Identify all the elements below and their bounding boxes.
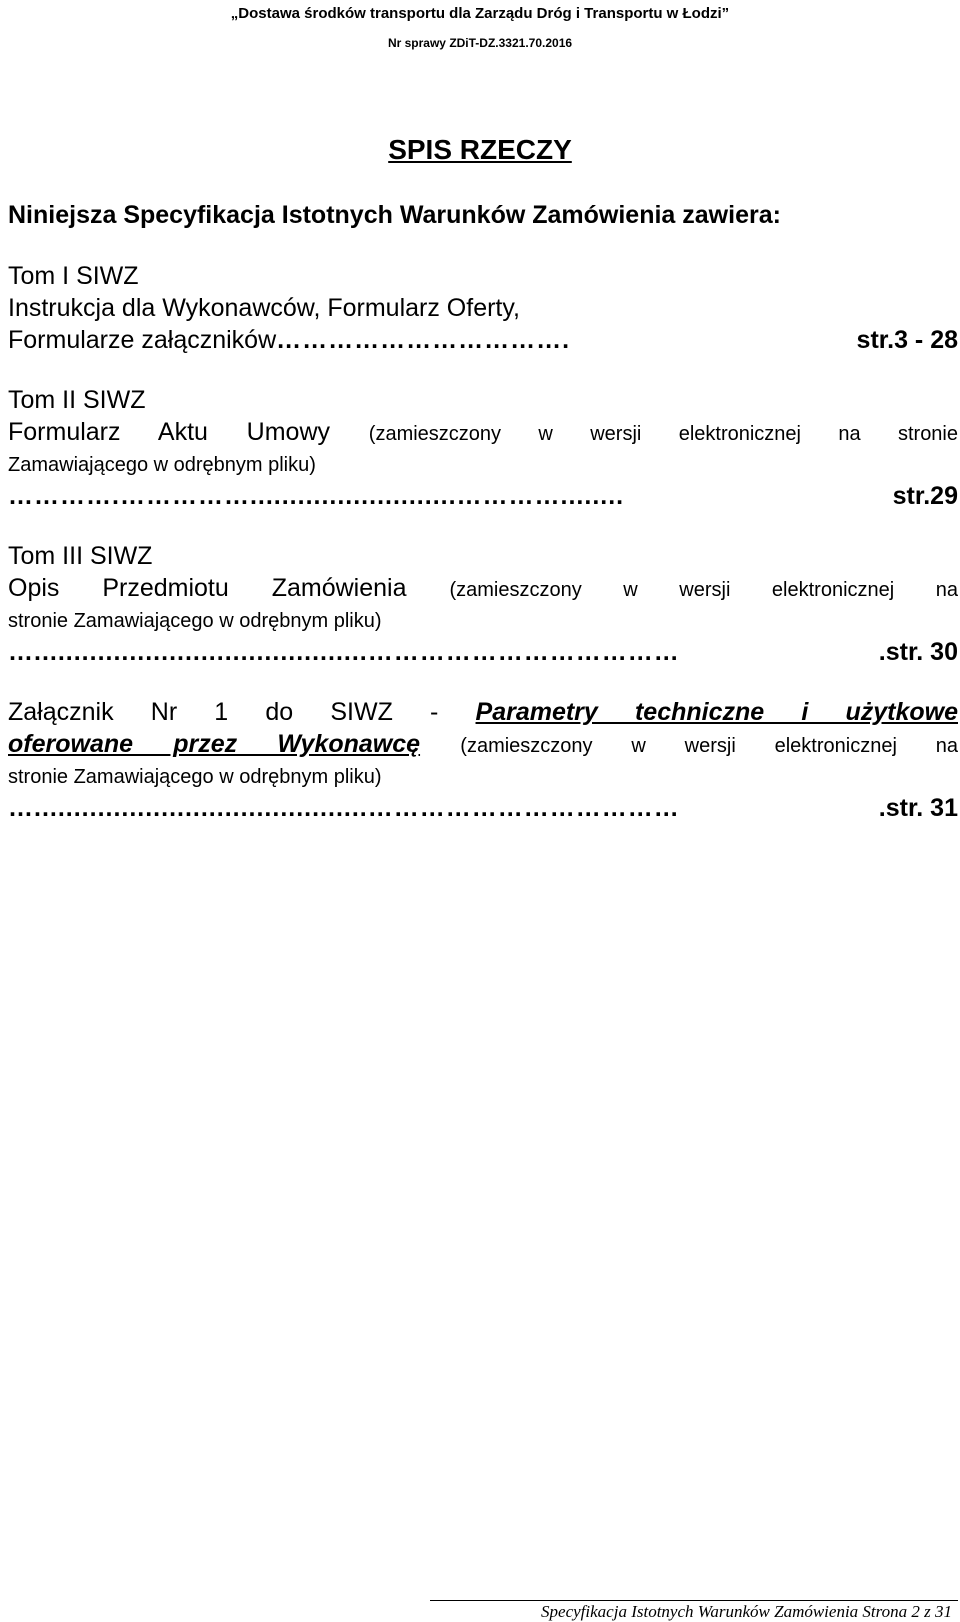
- header-case-number: Nr sprawy ZDiT-DZ.3321.70.2016: [387, 36, 573, 50]
- tom3-note-part1: (zamieszczony w wersji elektronicznej na: [449, 579, 959, 601]
- tom2-line1: [8, 416, 958, 450]
- zal1-leader: [8, 792, 958, 824]
- footer-rule: [430, 1600, 958, 1601]
- toc-intro: Niniejsza Specyfikacja Istotnych Warunków Zamówienia zawiera:: [8, 201, 781, 229]
- toc-content: [8, 198, 958, 824]
- tom2-name: Formularz Aktu Umowy: [8, 418, 331, 446]
- tom1-line2: Formularze załączników: [8, 326, 277, 354]
- tom3-dots: …..........................................………………………………: [8, 638, 680, 666]
- tom2-page: str.29: [892, 482, 958, 510]
- header-title: „Dostawa środków transportu dla Zarządu Dróg i Transportu w Łodzi”: [230, 5, 730, 22]
- tom1-leader: [8, 324, 958, 356]
- zal1-name-part2: oferowane przez Wykonawcę: [8, 730, 421, 758]
- document-title: SPIS RZECZY: [388, 134, 572, 165]
- page-header: [0, 4, 960, 52]
- tom3-name: Opis Przedmiotu Zamówienia: [8, 574, 407, 602]
- zal1-note-part1: (zamieszczony w wersji elektronicznej na: [460, 735, 958, 757]
- zal1-name-part1: Parametry techniczne i użytkowe: [475, 698, 958, 726]
- tom2-note-part1: (zamieszczony w wersji elektronicznej na stronie: [368, 423, 958, 445]
- tom3-line1: [8, 572, 958, 606]
- tom3-page: .str. 30: [878, 638, 958, 666]
- zal1-line1: [8, 696, 958, 728]
- tom2-dots: ………….……………..........................…………........: [8, 482, 625, 510]
- tom2-leader: [8, 480, 958, 512]
- tom1-label: Tom I SIWZ: [8, 262, 139, 290]
- tom1-dots: …………………………….: [276, 326, 571, 354]
- zal1-note-part2: stronie Zamawiającego w odrębnym pliku): [8, 766, 382, 788]
- tom1-page: str.3 - 28: [856, 326, 958, 354]
- zal1-page: .str. 31: [878, 794, 958, 822]
- tom2-label: Tom II SIWZ: [8, 386, 146, 414]
- page-footer: Specyfikacja Istotnych Warunków Zamówienia Strona 2 z 31: [541, 1602, 952, 1621]
- tom2-note-part2: Zamawiającego w odrębnym pliku): [8, 454, 316, 476]
- tom3-label: Tom III SIWZ: [8, 542, 153, 570]
- tom3-note-part2: stronie Zamawiającego w odrębnym pliku): [8, 610, 382, 632]
- zal1-line2: [8, 728, 958, 762]
- tom1-line1: Instrukcja dla Wykonawców, Formularz Oferty,: [8, 294, 520, 322]
- zal1-label: Załącznik Nr 1 do SIWZ -: [8, 698, 439, 726]
- tom3-leader: [8, 636, 958, 668]
- zal1-dots: …..........................................………………………………: [8, 794, 680, 822]
